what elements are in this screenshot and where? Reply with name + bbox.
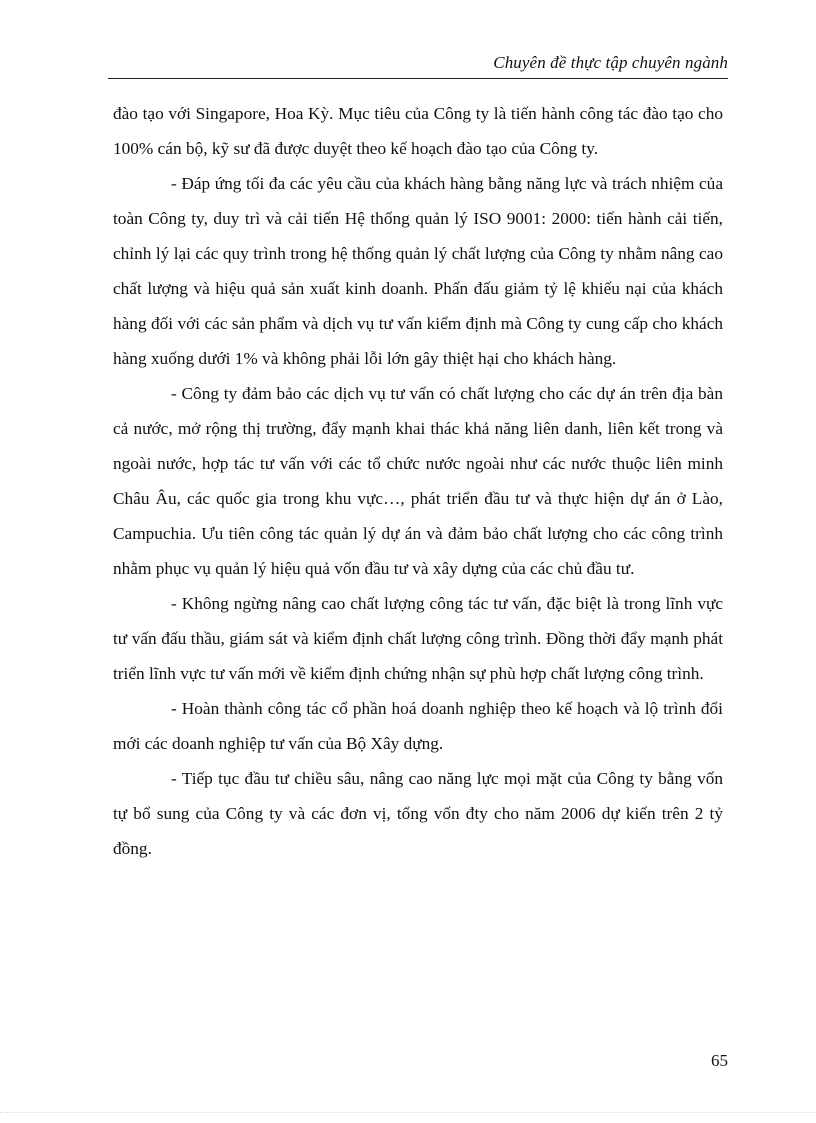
paragraph-consulting-services: - Công ty đảm bảo các dịch vụ tư vấn có chất lượng cho các dự án trên địa bàn cả nước, mở rộng thị trường, đẩy mạnh khai thác khả năng liên danh, liên kết trong và ngoài nước, hợp tác tư vấn với các tổ chức nước ngoài như các nước thuộc liên minh Châu Âu, các quốc gia trong khu vực…, phát triển đầu tư và thực hiện dự án ở Lào, Campuchia. Ưu tiên công tác quản lý dự án và đảm bảo chất lượng cho các công trình nhằm phục vụ quản lý hiệu quả vốn đầu tư và xây dựng của các chủ đầu tư. bbox=[113, 384, 723, 578]
body-text bbox=[113, 96, 723, 866]
paragraph-quality-improvement: - Không ngừng nâng cao chất lượng công tác tư vấn, đặc biệt là trong lĩnh vực tư vấn đấu thầu, giám sát và kiểm định chất lượng công trình. Đồng thời đẩy mạnh phát triển lĩnh vực tư vấn mới về kiểm định chứng nhận sự phù hợp chất lượng công trình. bbox=[113, 594, 723, 683]
footer-divider bbox=[0, 1112, 816, 1113]
paragraph-investment: - Tiếp tục đầu tư chiều sâu, nâng cao năng lực mọi mặt của Công ty bằng vốn tự bổ sung của Công ty và các đơn vị, tổng vốn đty cho năm 2006 dự kiến trên 2 tỷ đồng. bbox=[113, 769, 723, 858]
header-title: Chuyên đề thực tập chuyên ngành bbox=[493, 53, 728, 72]
paragraph-equitization: - Hoàn thành công tác cổ phần hoá doanh nghiệp theo kế hoạch và lộ trình đổi mới các doanh nghiệp tư vấn của Bộ Xây dựng. bbox=[113, 699, 723, 753]
paragraph-customer-requirements: - Đáp ứng tối đa các yêu cầu của khách hàng bằng năng lực và trách nhiệm của toàn Công ty, duy trì và cải tiến Hệ thống quản lý ISO 9001: 2000: tiến hành cải tiến, chỉnh lý lại các quy trình trong hệ thống quản lý chất lượng của Công ty nhằm nâng cao chất lượng và hiệu quả sản xuất kinh doanh. Phấn đấu giảm tỷ lệ khiếu nại của khách hàng đối với các sản phẩm và dịch vụ tư vấn kiểm định mà Công ty cung cấp cho khách hàng xuống dưới 1% và không phải lỗi lớn gây thiệt hại cho khách hàng. bbox=[113, 174, 723, 368]
page-number: 65 bbox=[711, 1051, 728, 1070]
paragraph-continuation: đào tạo với Singapore, Hoa Kỳ. Mục tiêu của Công ty là tiến hành công tác đào tạo cho 100% cán bộ, kỹ sư đã được duyệt theo kế hoạch đào tạo của Công ty. bbox=[113, 104, 723, 158]
page-header bbox=[108, 50, 728, 79]
